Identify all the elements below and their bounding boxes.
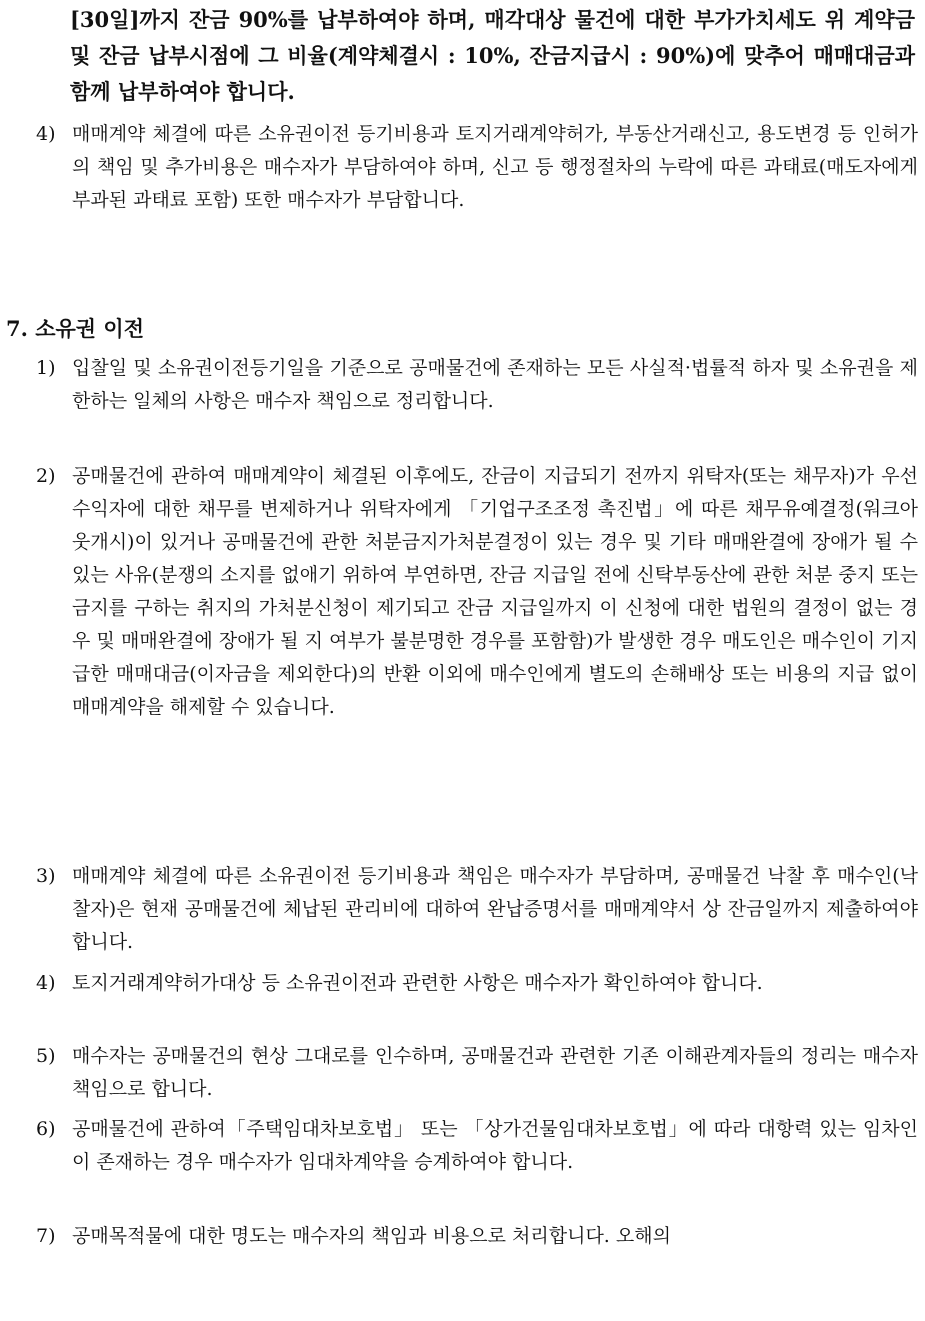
- item-text: 토지거래계약허가대상 등 소유권이전과 관련한 사항은 매수자가 확인하여야 합니다.: [72, 972, 763, 994]
- item-text: 매수자는 공매물건의 현상 그대로를 인수하며, 공매물건과 관련한 기존 이해관계자들의 정리는 매수자 책임으로 합니다.: [72, 1045, 918, 1100]
- item-number: 4): [36, 972, 56, 994]
- section-heading: 7. 소유권 이전: [6, 316, 144, 341]
- list-item: [36, 1040, 918, 1106]
- item-number: 4): [36, 123, 56, 145]
- item-number: 1): [36, 357, 56, 379]
- list-item: [36, 860, 918, 959]
- item-number: 6): [36, 1118, 56, 1140]
- list-item: [36, 1220, 918, 1253]
- item-number: 2): [36, 465, 56, 487]
- item-text: 입찰일 및 소유권이전등기일을 기준으로 공매물건에 존재하는 모든 사실적·법률적 하자 및 소유권을 제한하는 일체의 사항은 매수자 책임으로 정리합니다.: [72, 357, 918, 412]
- item-text: 매매계약 체결에 따른 소유권이전 등기비용과 토지거래계약허가, 부동산거래신고, 용도변경 등 인허가의 책임 및 추가비용은 매수자가 부담하여야 하며, 신고 등 행정절차의 누락에 따른 과태료(매도자에게 부과된 과태료 포함) 또한 매수자가 부담합니다.: [72, 123, 918, 211]
- bold-paragraph: [30일]까지 잔금 90%를 납부하여야 하며, 매각대상 물건에 대한 부가가치세도 위 계약금 및 잔금 납부시점에 그 비율(계약체결시 : 10%, 잔금지급시 : 90%)에 맞추어 매매대금과 함께 납부하여야 합니다.: [70, 7, 915, 104]
- item-number: 5): [36, 1045, 56, 1067]
- list-item: [36, 352, 918, 418]
- item-text: 공매물건에 관하여「주택임대차보호법」 또는 「상가건물임대차보호법」에 따라 대항력 있는 임차인이 존재하는 경우 매수자가 임대차계약을 승계하여야 합니다.: [72, 1118, 918, 1173]
- item-text: 공매목적물에 대한 명도는 매수자의 책임과 비용으로 처리합니다. 오해의: [72, 1225, 671, 1247]
- item-number: 7): [36, 1225, 56, 1247]
- list-item: [36, 967, 918, 1000]
- list-item: [36, 118, 918, 217]
- item-text: 공매물건에 관하여 매매계약이 체결된 이후에도, 잔금이 지급되기 전까지 위탁자(또는 채무자)가 우선수익자에 대한 채무를 변제하거나 위탁자에게 「기업구조조정 촉진법」에 따른 채무유예결정(워크아웃개시)이 있거나 공매물건에 관한 처분금지가처분결정이 있는 경우 및 기타 매매완결에 장애가 될 수 있는 사유(분쟁의 소지를 없애기 위하여 부연하면, 잔금 지급일 전에 신탁부동산에 관한 처분 중지 또는 금지를 구하는 취지의 가처분신청이 제기되고 잔금 지급일까지 이 신청에 대한 법원의 결정이 없는 경우 및 매매완결에 장애가 될 지 여부가 불분명한 경우를 포함함)가 발생한 경우 매도인은 매수인이 기지급한 매매대금(이자금을 제외한다)의 반환 이외에 매수인에게 별도의 손해배상 또는 비용의 지급 없이 매매계약을 해제할 수 있습니다.: [72, 465, 918, 718]
- list-item: [36, 1113, 918, 1179]
- item-text: 매매계약 체결에 따른 소유권이전 등기비용과 책임은 매수자가 부담하며, 공매물건 낙찰 후 매수인(낙찰자)은 현재 공매물건에 체납된 관리비에 대하여 완납증명서를 매매계약서 상 잔금일까지 제출하여야 합니다.: [72, 865, 918, 953]
- item-number: 3): [36, 865, 56, 887]
- list-item: [36, 460, 918, 724]
